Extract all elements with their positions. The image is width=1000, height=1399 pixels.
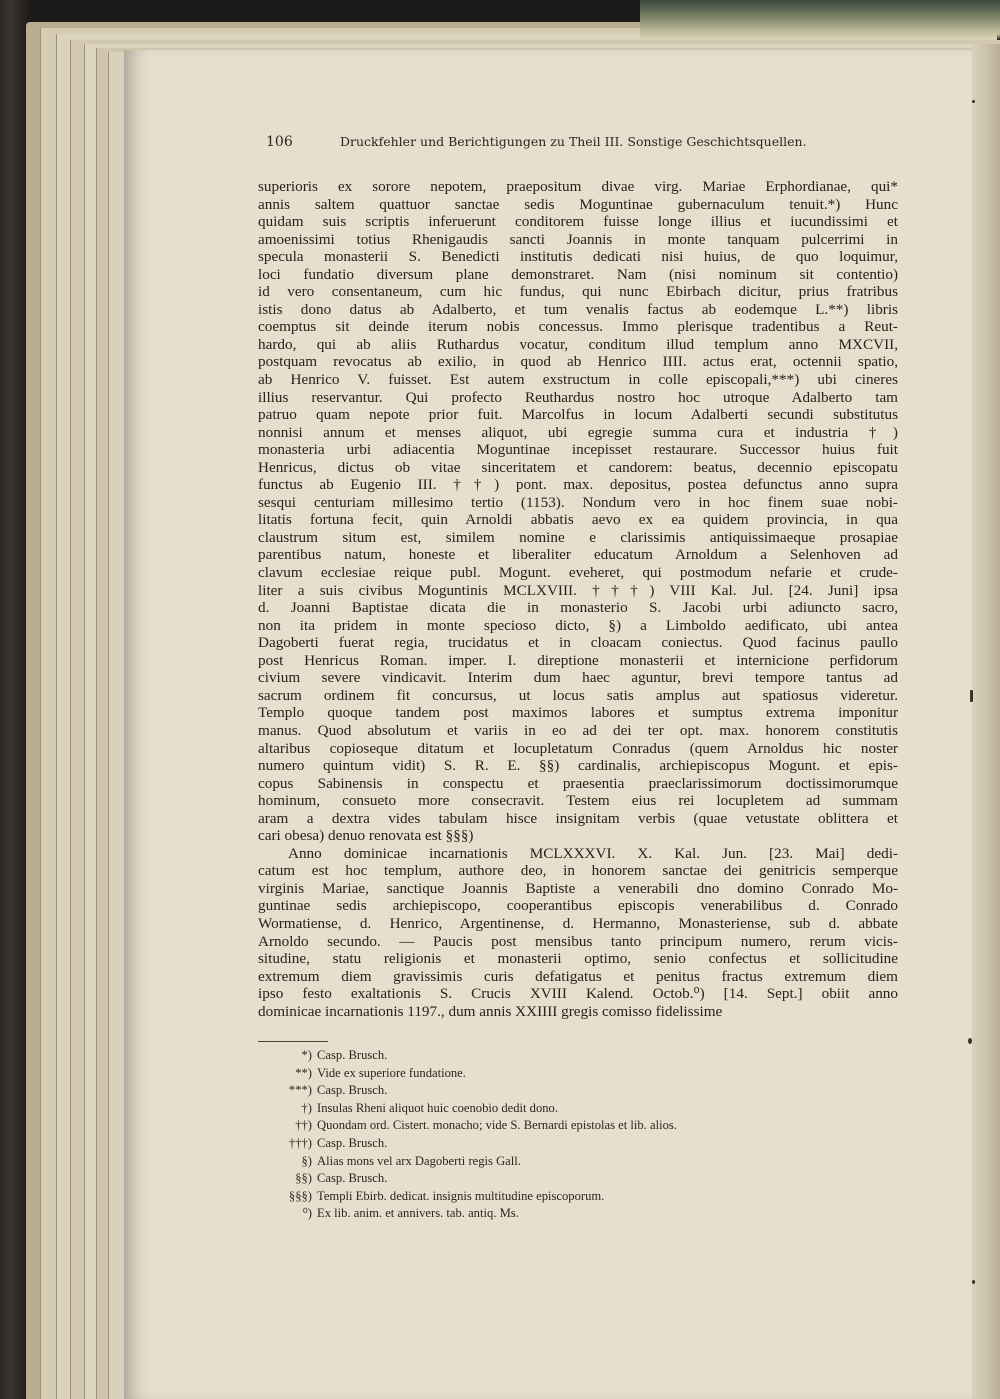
footnote-mark: §§§) bbox=[288, 1188, 312, 1203]
footnote-mark: §§) bbox=[295, 1171, 312, 1186]
text-line: coemptus sit deinde iterum nobis concessus. Immo plerisque tradentibus a Reut- bbox=[258, 318, 898, 336]
footnote-text: Casp. Brusch. bbox=[317, 1135, 388, 1150]
main-text bbox=[258, 178, 898, 1020]
text-line: Anno dominicae incarnationis MCLXXXVI. X. Kal. Jun. [23. Mai] dedi- bbox=[288, 844, 898, 862]
text-line: copus Sabinensis in conspectu et praesentia praeclarissimorum doctissimorumque bbox=[258, 774, 898, 792]
text-line: catum est hoc templum, authore deo, in honorem sanctae dei genitricis semperque bbox=[258, 862, 898, 880]
text-line: id vero consentaneum, cum hic fundus, qui nunc Ebirbach dicitur, prius fratribus bbox=[258, 283, 898, 301]
running-header bbox=[266, 134, 866, 150]
footnote-mark: ***) bbox=[288, 1083, 312, 1098]
running-title: Druckfehler und Berichtigungen zu Theil III. Sonstige Geschichtsquellen. bbox=[339, 134, 807, 149]
footnote bbox=[276, 1153, 876, 1171]
text-line: virginis Mariae, sanctique Joannis Baptiste a venerabili dno domino Conrado Mo- bbox=[258, 879, 898, 897]
text-line: ab Henrico V. fuisset. Est autem exstructum in colle episcopali,***) ubi cineres bbox=[258, 371, 898, 389]
text-line: manus. Quod absolutum et variis in eo ad dei ter opt. max. honorem constitutis bbox=[258, 721, 898, 739]
footnote-text: Templi Ebirb. dedicat. insignis multitudine episcoporum. bbox=[317, 1188, 605, 1203]
text-line: non ita pridem in monte specioso dicto, §) a Limboldo aedificato, ubi antea bbox=[258, 616, 898, 634]
footnote-mark: †) bbox=[301, 1100, 312, 1115]
text-line: annis saltem quattuor sanctae sedis Moguntinae gubernaculum tenuit.*) Hunc bbox=[258, 195, 898, 213]
paper-speck bbox=[972, 100, 975, 103]
text-line: specula monasterii S. Benedicti institutis dedicati nisi huius, de quo loquimur, bbox=[258, 248, 898, 266]
footnote bbox=[276, 1082, 876, 1100]
text-line: altaribus copioseque ditatum et locupletatum Conradus (quem Arnoldus hic noster bbox=[258, 739, 898, 757]
footnote-text: Casp. Brusch. bbox=[317, 1083, 388, 1098]
footnote-text: Casp. Brusch. bbox=[317, 1048, 388, 1062]
text-line: Templo quoque tandem post maximos labores et sumptus extrema imponitur bbox=[258, 704, 898, 722]
text-line: quidam suis scriptis inferuerunt conditorem fuisse longe illius et iucundissimi et bbox=[258, 213, 898, 231]
text-line: cari obesa) denuo renovata est §§§) bbox=[258, 827, 474, 845]
book-top-edge bbox=[640, 0, 1000, 40]
text-line: illius reservantur. Qui profecto Reuthardus nostro hoc utroque Adalberto tam bbox=[258, 388, 898, 406]
text-line: dominicae incarnationis 1197., dum annis XXIIII gregis comisso fidelissime bbox=[258, 1002, 723, 1020]
page-number: 106 bbox=[266, 134, 293, 150]
footnote-text: Quondam ord. Cistert. monacho; vide S. Bernardi epistolas et lib. alios. bbox=[317, 1118, 677, 1133]
text-line: liter a suis civibus Moguntinis MCLXVIII. †††) VIII Kal. Jul. [24. Juni] ipsa bbox=[258, 581, 898, 599]
footnote-text: Insulas Rheni aliquot huic coenobio dedit dono. bbox=[317, 1100, 558, 1115]
text-line: hardo, qui ab aliis Ruthardus vocatur, conditum illud templum anno MXCVII, bbox=[258, 335, 898, 353]
footnote-mark: ††) bbox=[295, 1118, 312, 1133]
text-line: nonnisi annum et menses aliquot, ubi egregie summa cura et industria †) bbox=[258, 423, 898, 441]
text-line: parentibus natum, honeste et liberaliter educatum Arnoldum a Selenhoven ad bbox=[258, 546, 898, 564]
text-line: litatis fortuna fecit, quin Arnoldi abbatis aevo ex ea quidem provincia, in qua bbox=[258, 511, 898, 529]
text-line: superioris ex sorore nepotem, praepositum divae virg. Mariae Erphordianae, qui* bbox=[258, 178, 898, 195]
text-line: postquam revocatus ab exilio, in quod ab Henrico IIII. actus erat, octennii spatio, bbox=[258, 353, 898, 371]
text-line: claustrum situm est, similem nomine e clarissimis antiquissimaeque prosapiae bbox=[258, 528, 898, 546]
footnote-mark: †††) bbox=[288, 1135, 312, 1150]
text-line: civium severe vindicavit. Interim dum haec aguntur, brevi tempore tantus ad bbox=[258, 669, 898, 687]
footnote-mark: ⁰) bbox=[302, 1206, 312, 1221]
paper-speck bbox=[972, 1280, 975, 1284]
footnote-rule bbox=[258, 1041, 328, 1042]
paper-speck bbox=[970, 690, 973, 702]
text-line: functus ab Eugenio III. ††) pont. max. depositus, postea defunctus anno supra bbox=[258, 476, 898, 494]
paper-speck bbox=[968, 1038, 972, 1044]
text-line: hominum, consueto more consecravit. Testem eius rei locupletem ad summam bbox=[258, 792, 898, 810]
text-line: extremum diem gravissimis curis defatigatus et penitus fractus extremum diem bbox=[258, 967, 898, 985]
footnote bbox=[276, 1135, 876, 1153]
footnote bbox=[276, 1065, 876, 1083]
text-line: loci fundatio diversum plane demonstraret. Nam (nisi nominum sit contentio) bbox=[258, 265, 898, 283]
footnote-text: Vide ex superiore fundatione. bbox=[317, 1065, 466, 1080]
text-line: istis dono datus ab Adalberto, et tum venalis factus ab eodemque L.**) libris bbox=[258, 300, 898, 318]
footnote bbox=[276, 1100, 876, 1118]
text-line: numero quintum vidit) S. R. E. §§) cardinalis, archiepiscopus Mogunt. et epis- bbox=[258, 757, 898, 775]
text-line: Arnoldo secundo. — Paucis post mensibus tanto principum numero, rerum vicis- bbox=[258, 932, 898, 950]
footnote-mark: *) bbox=[301, 1048, 312, 1062]
text-line: sacrum ordinem fit concursus, ut locus satis amplus aut spatiosus videretur. bbox=[258, 686, 898, 704]
text-line: patruo quam nepote prior fuit. Marcolfus in locum Adalberti secundi substitutus bbox=[258, 406, 898, 424]
text-line: Wormatiense, d. Henrico, Argentinense, d. Hermanno, Monasteriense, sub d. abbate bbox=[258, 914, 898, 932]
text-line: d. Joanni Baptistae dicata die in monasterio S. Jacobi urbi adiuncto sacro, bbox=[258, 599, 898, 617]
text-line: situdine, statu religionis et monasterii optimo, senio confectus et sollicitudine bbox=[258, 950, 898, 968]
footnote-text: Alias mons vel arx Dagoberti regis Gall. bbox=[317, 1153, 521, 1168]
text-line: Henricus, dictus ob vitae sinceritatem et candorem: beatus, decennio episcopatu bbox=[258, 458, 898, 476]
text-line: monasteria urbi adiacentia Moguntinae incepisset restaurare. Successor huius fuit bbox=[258, 441, 898, 459]
footnote bbox=[276, 1047, 876, 1065]
text-line: ipso festo exaltationis S. Crucis XVIII Kalend. Octob.⁰) [14. Sept.] obiit anno bbox=[258, 985, 898, 1003]
text-line: aram a dextra vides tabulam hisce insignitam verbis (quae vetustate oblittera et bbox=[258, 809, 898, 827]
text-line: guntinae sedis archiepiscopo, cooperantibus episcopis venerabilibus d. Conrado bbox=[258, 897, 898, 915]
footnotes bbox=[276, 1047, 876, 1223]
text-line: sesqui centuriam millesimo tertio (1153). Nondum vero in hoc finem suae nobi- bbox=[258, 493, 898, 511]
footnote-text: Casp. Brusch. bbox=[317, 1171, 388, 1186]
footnote bbox=[276, 1170, 876, 1188]
footnote-mark: **) bbox=[295, 1065, 312, 1080]
footnote-text: Ex lib. anim. et annivers. tab. antiq. Ms. bbox=[317, 1206, 519, 1221]
footnote-mark: §) bbox=[301, 1153, 312, 1168]
text-line: Dagoberti fuerat regia, trucidatus et in cloacam coniectus. Quod facinus paullo bbox=[258, 634, 898, 652]
footnote bbox=[276, 1205, 876, 1223]
text-line: post Henricus Roman. imper. I. direptione monasterii et internicione perfidorum bbox=[258, 651, 898, 669]
footnote bbox=[276, 1117, 876, 1135]
right-page-edge bbox=[972, 44, 1000, 1399]
text-line: clavum ecclesiae reique publ. Mogunt. eveheret, qui postmodum nefarie et crude- bbox=[258, 564, 898, 582]
text-line: amoenissimi totius Rhenigaudis sancti Joannis in monte tanquam pulcerrimi in bbox=[258, 230, 898, 248]
footnote bbox=[276, 1188, 876, 1206]
